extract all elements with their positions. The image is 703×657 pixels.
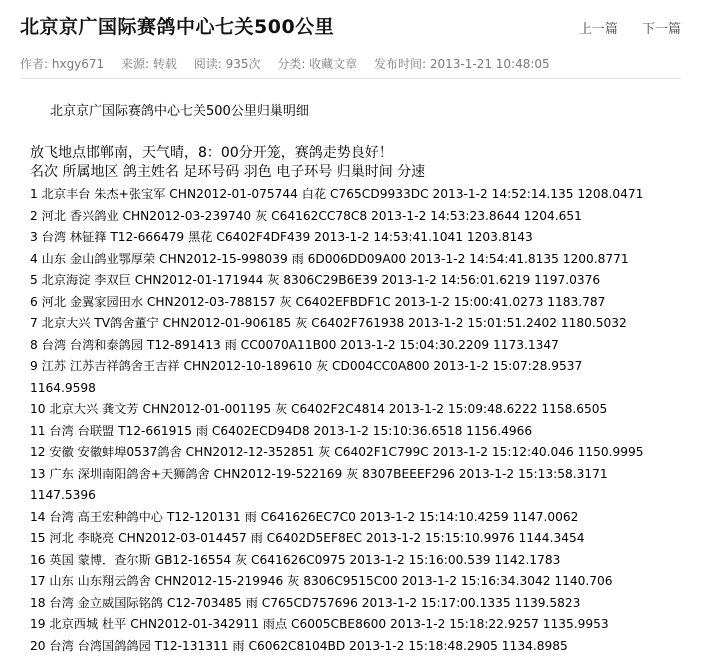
result-row: 17 山东 山东翔云鸽舍 CHN2012-15-219946 灰 8306C9515C00 2013-1-2 15:16:34.3042 1140.706	[30, 571, 700, 593]
result-row: 12 安徽 安徽蚌埠0537鸽舍 CHN2012-12-352851 灰 C6402F1C799C 2013-1-2 15:12:40.046 1150.9995	[30, 442, 700, 464]
result-row: 15 河北 李晓亮 CHN2012-03-014457 雨 C6402D5EF8EC 2013-1-2 15:15:10.9976 1144.3454	[30, 528, 700, 550]
column-headers: 名次 所属地区 鸽主姓名 足环号码 羽色 电子环号 归巢时间 分速	[30, 162, 425, 183]
result-row: 11 台湾 台联盟 T12-661915 雨 C6402ECD94D8 2013-1-2 15:10:36.6518 1156.4966	[30, 421, 700, 443]
article-subtitle: 北京京广国际赛鸽中心七关500公里归巢明细	[50, 100, 309, 119]
article-title: 北京京广国际赛鸽中心七关500公里	[20, 12, 334, 39]
result-row: 16 英国 蒙博．查尔斯 GB12-16554 灰 C641626C0975 2013-1-2 15:16:00.539 1142.1783	[30, 550, 700, 572]
result-row: 18 台湾 金立威国际铭鸽 C12-703485 雨 C765CD757696 2013-1-2 15:17:00.1335 1139.5823	[30, 593, 700, 615]
result-row: 9 江苏 江苏吉祥鸽舍王吉祥 CHN2012-10-189610 灰 CD004CC0A800 2013-1-2 15:07:28.9537 1164.9598	[30, 356, 650, 399]
result-row: 20 台湾 台湾国鸽鸽园 T12-131311 雨 C6062C8104BD 2013-1-2 15:18:48.2905 1134.8985	[30, 636, 700, 657]
meta-published: 发布时间: 2013-1-21 10:48:05	[374, 57, 550, 71]
result-row: 14 台湾 高王宏种鸽中心 T12-120131 雨 C641626EC7C0 2013-1-2 15:14:10.4259 1147.0062	[30, 507, 700, 529]
next-article-link[interactable]: 下一篇	[642, 22, 681, 37]
result-row: 5 北京海淀 李双巨 CHN2012-01-171944 灰 8306C29B6E39 2013-1-2 14:56:01.6219 1197.0376	[30, 270, 700, 292]
result-row: 1 北京丰台 朱杰+张宝军 CHN2012-01-075744 白花 C765CD9933DC 2013-1-2 14:52:14.135 1208.0471	[30, 184, 700, 206]
prev-article-link[interactable]: 上一篇	[579, 22, 618, 37]
result-row: 2 河北 香兴鸽业 CHN2012-03-239740 灰 C64162CC78C8 2013-1-2 14:53:23.8644 1204.651	[30, 206, 700, 228]
release-info: 放飞地点邯郸南，天气晴，8：00分开笼，赛鸽走势良好！	[30, 143, 393, 164]
result-row: 4 山东 金山鸽业鄂厚荣 CHN2012-15-998039 雨 6D006DD09A00 2013-1-2 14:54:41.8135 1200.8771	[30, 249, 700, 271]
result-row: 6 河北 金翼家园田水 CHN2012-03-788157 灰 C6402EFBDF1C 2013-1-2 15:00:41.0273 1183.787	[30, 292, 700, 314]
meta-author: 作者: hxgy671	[20, 57, 104, 71]
result-row: 7 北京大兴 TV鸽舍董宁 CHN2012-01-906185 灰 C6402F761938 2013-1-2 15:01:51.2402 1180.5032	[30, 313, 700, 335]
meta-category-link[interactable]: 分类: 收藏文章	[277, 57, 357, 71]
result-row: 8 台湾 台湾和泰鸽园 T12-891413 雨 CC0070A11B00 2013-1-2 15:04:30.2209 1173.1347	[30, 335, 700, 357]
meta-views: 阅读: 935次	[194, 57, 261, 71]
header-divider	[20, 78, 681, 79]
result-row: 19 北京西城 杜平 CHN2012-01-342911 雨点 C6005CBE8600 2013-1-2 15:18:22.9257 1135.9953	[30, 614, 700, 636]
result-row: 13 广东 深圳南阳鸽舍+天狮鸽舍 CHN2012-19-522169 灰 8307BEEEF296 2013-1-2 15:13:58.3171 1147.5396	[30, 464, 650, 507]
article-meta	[20, 55, 563, 72]
result-row: 3 台湾 林钲箨 T12-666479 黑花 C6402F4DF439 2013-1-2 14:53:41.1041 1203.8143	[30, 227, 700, 249]
article-nav	[579, 18, 681, 37]
article-header	[0, 0, 703, 80]
meta-source: 来源: 转载	[121, 57, 177, 71]
results-list	[30, 184, 700, 657]
result-row: 10 北京大兴 龚文芳 CHN2012-01-001195 灰 C6402F2C4814 2013-1-2 15:09:48.6222 1158.6505	[30, 399, 700, 421]
